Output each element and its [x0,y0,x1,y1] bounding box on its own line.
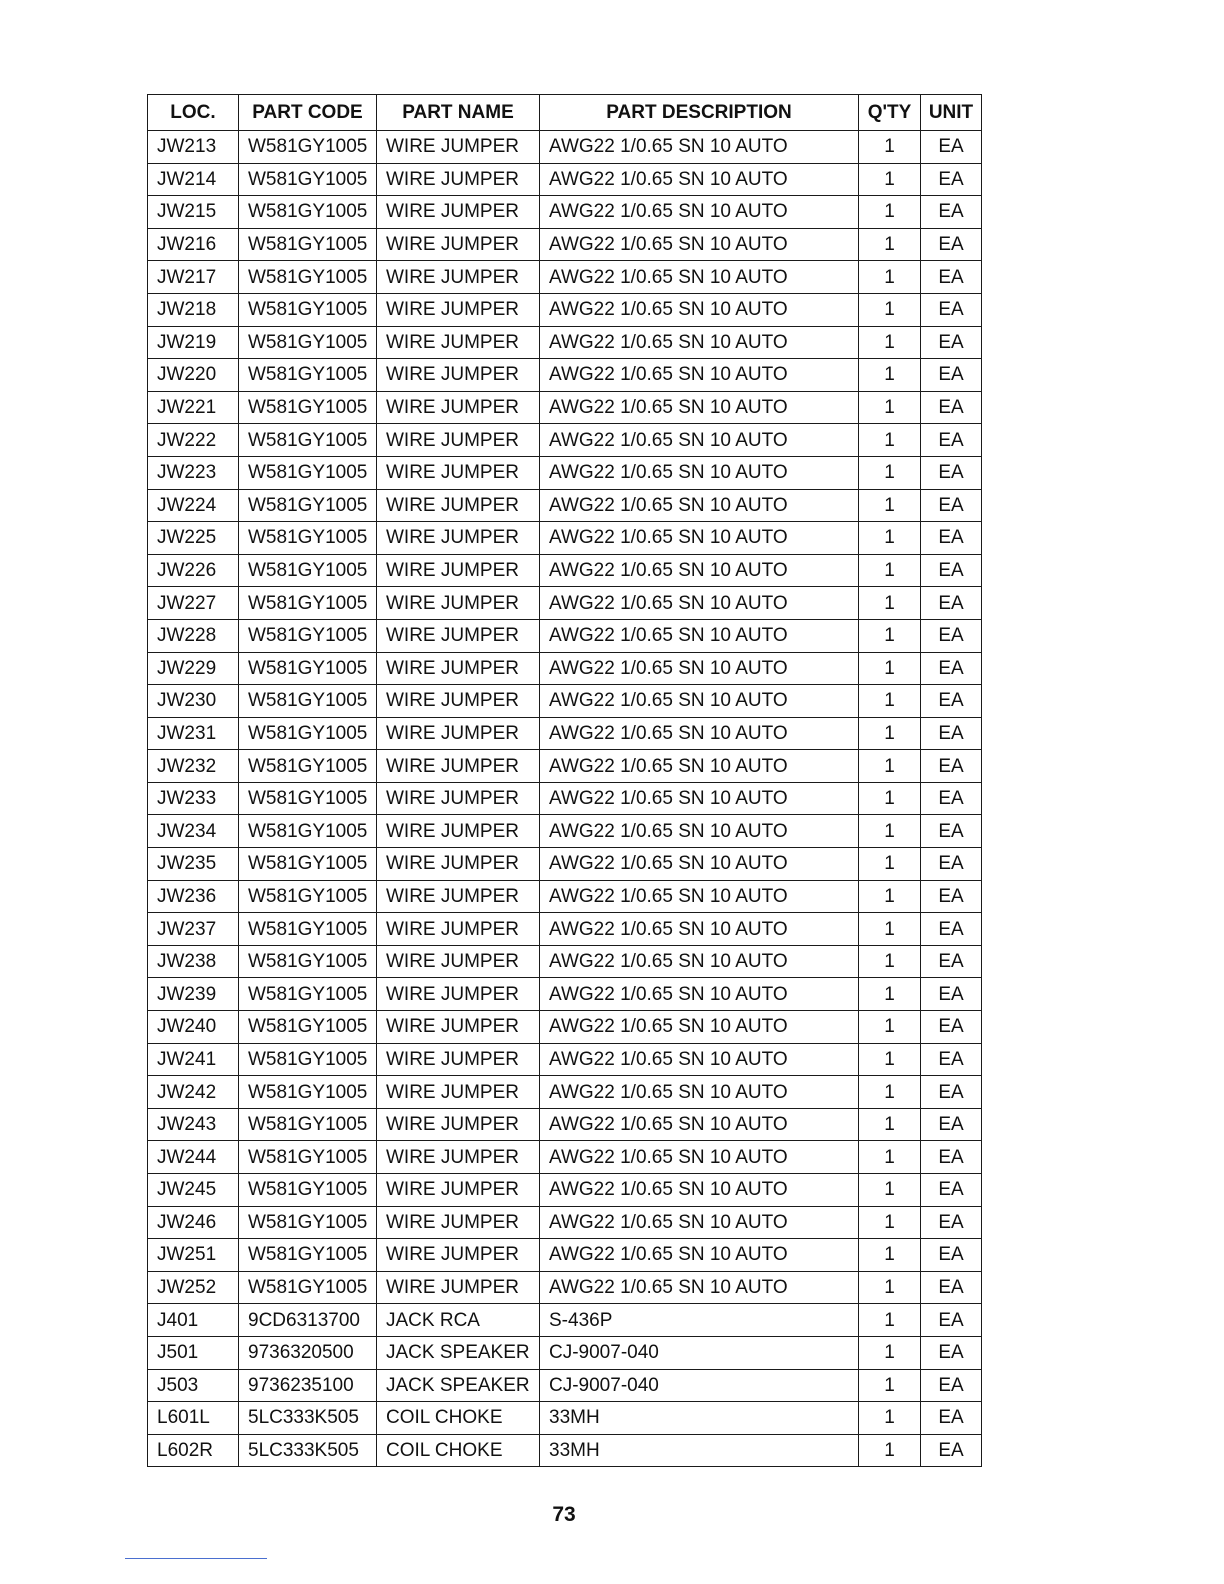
cell-part-name: WIRE JUMPER [377,717,540,750]
cell-unit: EA [921,1239,982,1272]
table-row [148,1239,982,1272]
cell-loc: JW240 [148,1011,239,1044]
cell-loc: J503 [148,1369,239,1402]
cell-part-name: WIRE JUMPER [377,261,540,294]
cell-unit: EA [921,880,982,913]
table-row [148,750,982,783]
cell-part-code: W581GY1005 [239,489,377,522]
cell-unit: EA [921,359,982,392]
table-row [148,685,982,718]
cell-qty: 1 [859,848,921,881]
cell-part-code: W581GY1005 [239,391,377,424]
table-row [148,554,982,587]
cell-part-name: WIRE JUMPER [377,456,540,489]
cell-part-code: W581GY1005 [239,619,377,652]
cell-part-name: WIRE JUMPER [377,326,540,359]
cell-part-code: 9736320500 [239,1336,377,1369]
cell-unit: EA [921,717,982,750]
cell-part-code: W581GY1005 [239,293,377,326]
cell-unit: EA [921,1011,982,1044]
cell-part-code: 5LC333K505 [239,1402,377,1435]
cell-qty: 1 [859,1011,921,1044]
cell-part-code: W581GY1005 [239,326,377,359]
table-row [148,1076,982,1109]
cell-qty: 1 [859,359,921,392]
cell-unit: EA [921,652,982,685]
cell-part-name: WIRE JUMPER [377,652,540,685]
cell-part-description: S-436P [540,1304,859,1337]
cell-qty: 1 [859,261,921,294]
cell-unit: EA [921,945,982,978]
cell-unit: EA [921,750,982,783]
cell-part-description: AWG22 1/0.65 SN 10 AUTO [540,913,859,946]
cell-qty: 1 [859,782,921,815]
cell-unit: EA [921,685,982,718]
cell-loc: JW235 [148,848,239,881]
cell-loc: JW244 [148,1141,239,1174]
cell-unit: EA [921,1434,982,1467]
table-row [148,1108,982,1141]
cell-part-description: AWG22 1/0.65 SN 10 AUTO [540,978,859,1011]
cell-loc: JW216 [148,228,239,261]
cell-part-code: W581GY1005 [239,685,377,718]
cell-part-name: WIRE JUMPER [377,782,540,815]
cell-qty: 1 [859,228,921,261]
cell-part-description: AWG22 1/0.65 SN 10 AUTO [540,554,859,587]
cell-loc: J401 [148,1304,239,1337]
cell-part-name: WIRE JUMPER [377,685,540,718]
cell-qty: 1 [859,978,921,1011]
cell-part-name: WIRE JUMPER [377,131,540,164]
cell-part-description: AWG22 1/0.65 SN 10 AUTO [540,815,859,848]
cell-part-description: AWG22 1/0.65 SN 10 AUTO [540,196,859,229]
cell-part-description: AWG22 1/0.65 SN 10 AUTO [540,652,859,685]
parts-list-table [147,94,982,1467]
header-unit: UNIT [921,95,982,131]
cell-part-name: COIL CHOKE [377,1434,540,1467]
cell-part-code: W581GY1005 [239,1108,377,1141]
cell-part-name: WIRE JUMPER [377,815,540,848]
table-row [148,261,982,294]
cell-qty: 1 [859,652,921,685]
cell-qty: 1 [859,750,921,783]
header-part-code: PART CODE [239,95,377,131]
table-row [148,1434,982,1467]
cell-loc: JW222 [148,424,239,457]
table-row [148,228,982,261]
cell-unit: EA [921,1043,982,1076]
cell-qty: 1 [859,913,921,946]
table-row [148,1141,982,1174]
cell-unit: EA [921,424,982,457]
cell-loc: JW232 [148,750,239,783]
cell-qty: 1 [859,489,921,522]
table-body [148,131,982,1467]
cell-part-code: W581GY1005 [239,1043,377,1076]
cell-unit: EA [921,1336,982,1369]
cell-part-name: WIRE JUMPER [377,1174,540,1207]
cell-part-description: AWG22 1/0.65 SN 10 AUTO [540,619,859,652]
table-row [148,782,982,815]
cell-part-name: JACK SPEAKER [377,1336,540,1369]
cell-qty: 1 [859,1174,921,1207]
table-row [148,391,982,424]
cell-loc: JW241 [148,1043,239,1076]
cell-loc: JW234 [148,815,239,848]
cell-loc: JW233 [148,782,239,815]
table-row [148,326,982,359]
cell-part-code: W581GY1005 [239,815,377,848]
cell-part-code: W581GY1005 [239,1141,377,1174]
cell-part-name: WIRE JUMPER [377,163,540,196]
cell-part-description: AWG22 1/0.65 SN 10 AUTO [540,782,859,815]
cell-loc: JW223 [148,456,239,489]
cell-loc: JW245 [148,1174,239,1207]
cell-part-code: W581GY1005 [239,1011,377,1044]
cell-part-name: WIRE JUMPER [377,945,540,978]
cell-unit: EA [921,1108,982,1141]
cell-unit: EA [921,1141,982,1174]
cell-part-name: WIRE JUMPER [377,1141,540,1174]
cell-part-name: WIRE JUMPER [377,978,540,1011]
table-row [148,978,982,1011]
cell-qty: 1 [859,293,921,326]
cell-part-description: AWG22 1/0.65 SN 10 AUTO [540,522,859,555]
cell-part-code: 5LC333K505 [239,1434,377,1467]
cell-part-name: WIRE JUMPER [377,750,540,783]
cell-loc: JW215 [148,196,239,229]
cell-unit: EA [921,815,982,848]
cell-part-code: W581GY1005 [239,880,377,913]
cell-part-description: AWG22 1/0.65 SN 10 AUTO [540,456,859,489]
table-row [148,913,982,946]
cell-part-description: 33MH [540,1402,859,1435]
cell-qty: 1 [859,587,921,620]
cell-unit: EA [921,163,982,196]
cell-unit: EA [921,848,982,881]
cell-qty: 1 [859,1434,921,1467]
cell-part-code: W581GY1005 [239,717,377,750]
cell-part-code: W581GY1005 [239,1076,377,1109]
cell-unit: EA [921,978,982,1011]
cell-part-name: WIRE JUMPER [377,554,540,587]
cell-part-description: AWG22 1/0.65 SN 10 AUTO [540,359,859,392]
cell-part-code: W581GY1005 [239,782,377,815]
cell-part-name: WIRE JUMPER [377,228,540,261]
table-row [148,848,982,881]
cell-qty: 1 [859,391,921,424]
cell-qty: 1 [859,1239,921,1272]
cell-unit: EA [921,522,982,555]
cell-part-description: AWG22 1/0.65 SN 10 AUTO [540,293,859,326]
cell-unit: EA [921,913,982,946]
cell-part-name: WIRE JUMPER [377,1076,540,1109]
cell-part-name: WIRE JUMPER [377,1108,540,1141]
cell-part-code: W581GY1005 [239,913,377,946]
cell-qty: 1 [859,1369,921,1402]
header-qty: Q'TY [859,95,921,131]
cell-unit: EA [921,1076,982,1109]
table-row [148,1304,982,1337]
cell-part-code: W581GY1005 [239,131,377,164]
cell-part-code: W581GY1005 [239,196,377,229]
cell-qty: 1 [859,717,921,750]
table-row [148,1206,982,1239]
cell-part-code: W581GY1005 [239,261,377,294]
cell-loc: JW225 [148,522,239,555]
table-row [148,652,982,685]
cell-loc: JW252 [148,1271,239,1304]
cell-loc: JW226 [148,554,239,587]
cell-loc: JW246 [148,1206,239,1239]
table-row [148,1402,982,1435]
cell-part-name: WIRE JUMPER [377,489,540,522]
cell-loc: JW231 [148,717,239,750]
cell-loc: L602R [148,1434,239,1467]
table-row [148,163,982,196]
cell-part-name: WIRE JUMPER [377,913,540,946]
cell-unit: EA [921,391,982,424]
cell-loc: JW239 [148,978,239,1011]
table-row [148,489,982,522]
header-part-name: PART NAME [377,95,540,131]
cell-part-name: WIRE JUMPER [377,1239,540,1272]
cell-part-code: W581GY1005 [239,359,377,392]
table-row [148,1271,982,1304]
cell-unit: EA [921,1271,982,1304]
cell-part-name: JACK RCA [377,1304,540,1337]
table-row [148,1174,982,1207]
cell-loc: JW224 [148,489,239,522]
cell-qty: 1 [859,685,921,718]
table-row [148,359,982,392]
header-part-description: PART DESCRIPTION [540,95,859,131]
cell-part-description: AWG22 1/0.65 SN 10 AUTO [540,750,859,783]
cell-part-code: W581GY1005 [239,652,377,685]
cell-qty: 1 [859,1271,921,1304]
page-number: 73 [552,1503,576,1526]
cell-loc: JW228 [148,619,239,652]
table-row [148,293,982,326]
cell-part-description: CJ-9007-040 [540,1369,859,1402]
cell-part-name: WIRE JUMPER [377,619,540,652]
cell-unit: EA [921,587,982,620]
table-row [148,619,982,652]
cell-part-name: WIRE JUMPER [377,424,540,457]
cell-loc: JW218 [148,293,239,326]
cell-part-description: AWG22 1/0.65 SN 10 AUTO [540,326,859,359]
table-row [148,1369,982,1402]
cell-qty: 1 [859,815,921,848]
header-loc: LOC. [148,95,239,131]
cell-part-name: WIRE JUMPER [377,196,540,229]
cell-qty: 1 [859,1206,921,1239]
cell-unit: EA [921,1206,982,1239]
cell-unit: EA [921,456,982,489]
cell-qty: 1 [859,1108,921,1141]
cell-loc: JW236 [148,880,239,913]
cell-part-description: AWG22 1/0.65 SN 10 AUTO [540,1043,859,1076]
table-row [148,131,982,164]
cell-qty: 1 [859,456,921,489]
cell-part-name: JACK SPEAKER [377,1369,540,1402]
cell-part-code: W581GY1005 [239,456,377,489]
cell-loc: J501 [148,1336,239,1369]
cell-part-code: W581GY1005 [239,1174,377,1207]
cell-loc: JW220 [148,359,239,392]
cell-part-code: W581GY1005 [239,848,377,881]
cell-unit: EA [921,1369,982,1402]
cell-part-code: W581GY1005 [239,554,377,587]
cell-part-code: W581GY1005 [239,587,377,620]
cell-unit: EA [921,1402,982,1435]
cell-qty: 1 [859,554,921,587]
cell-part-description: AWG22 1/0.65 SN 10 AUTO [540,587,859,620]
cell-unit: EA [921,261,982,294]
cell-loc: L601L [148,1402,239,1435]
cell-part-code: 9736235100 [239,1369,377,1402]
cell-part-description: AWG22 1/0.65 SN 10 AUTO [540,717,859,750]
table-row [148,587,982,620]
cell-qty: 1 [859,163,921,196]
cell-qty: 1 [859,1336,921,1369]
cell-part-code: W581GY1005 [239,163,377,196]
cell-unit: EA [921,489,982,522]
cell-loc: JW219 [148,326,239,359]
cell-part-name: WIRE JUMPER [377,880,540,913]
cell-part-description: AWG22 1/0.65 SN 10 AUTO [540,1271,859,1304]
cell-unit: EA [921,782,982,815]
cell-qty: 1 [859,1076,921,1109]
cell-unit: EA [921,554,982,587]
cell-part-code: W581GY1005 [239,978,377,1011]
cell-loc: JW237 [148,913,239,946]
cell-qty: 1 [859,1304,921,1337]
cell-qty: 1 [859,1402,921,1435]
cell-part-description: AWG22 1/0.65 SN 10 AUTO [540,131,859,164]
cell-part-code: W581GY1005 [239,522,377,555]
cell-part-description: AWG22 1/0.65 SN 10 AUTO [540,1108,859,1141]
cell-part-description: AWG22 1/0.65 SN 10 AUTO [540,1174,859,1207]
table-row [148,815,982,848]
table-row [148,717,982,750]
cell-part-description: AWG22 1/0.65 SN 10 AUTO [540,163,859,196]
cell-unit: EA [921,619,982,652]
cell-unit: EA [921,196,982,229]
cell-part-description: AWG22 1/0.65 SN 10 AUTO [540,945,859,978]
cell-part-description: AWG22 1/0.65 SN 10 AUTO [540,424,859,457]
cell-part-description: AWG22 1/0.65 SN 10 AUTO [540,1141,859,1174]
cell-unit: EA [921,293,982,326]
cell-qty: 1 [859,945,921,978]
cell-part-description: 33MH [540,1434,859,1467]
cell-part-code: 9CD6313700 [239,1304,377,1337]
table-row [148,945,982,978]
cell-part-name: WIRE JUMPER [377,1043,540,1076]
cell-part-code: W581GY1005 [239,1271,377,1304]
cell-part-name: WIRE JUMPER [377,1206,540,1239]
table-row [148,424,982,457]
cell-loc: JW238 [148,945,239,978]
cell-qty: 1 [859,619,921,652]
cell-part-code: W581GY1005 [239,1206,377,1239]
cell-part-code: W581GY1005 [239,228,377,261]
cell-part-description: AWG22 1/0.65 SN 10 AUTO [540,228,859,261]
cell-qty: 1 [859,880,921,913]
cell-loc: JW217 [148,261,239,294]
cell-part-name: COIL CHOKE [377,1402,540,1435]
cell-part-code: W581GY1005 [239,750,377,783]
cell-part-description: CJ-9007-040 [540,1336,859,1369]
table-row [148,196,982,229]
cell-qty: 1 [859,131,921,164]
cell-part-description: AWG22 1/0.65 SN 10 AUTO [540,391,859,424]
cell-part-name: WIRE JUMPER [377,391,540,424]
cell-part-description: AWG22 1/0.65 SN 10 AUTO [540,685,859,718]
footer-rule [125,1558,267,1559]
cell-loc: JW242 [148,1076,239,1109]
cell-part-name: WIRE JUMPER [377,1271,540,1304]
cell-loc: JW214 [148,163,239,196]
table-header-row [148,95,982,131]
cell-qty: 1 [859,1141,921,1174]
cell-loc: JW227 [148,587,239,620]
cell-part-description: AWG22 1/0.65 SN 10 AUTO [540,880,859,913]
cell-loc: JW213 [148,131,239,164]
table-row [148,880,982,913]
cell-part-name: WIRE JUMPER [377,1011,540,1044]
cell-part-description: AWG22 1/0.65 SN 10 AUTO [540,1206,859,1239]
cell-part-name: WIRE JUMPER [377,359,540,392]
cell-qty: 1 [859,326,921,359]
cell-qty: 1 [859,196,921,229]
table-row [148,1336,982,1369]
cell-part-name: WIRE JUMPER [377,587,540,620]
cell-qty: 1 [859,522,921,555]
cell-unit: EA [921,228,982,261]
cell-loc: JW230 [148,685,239,718]
table-row [148,456,982,489]
cell-unit: EA [921,326,982,359]
cell-qty: 1 [859,424,921,457]
cell-part-name: WIRE JUMPER [377,293,540,326]
cell-part-code: W581GY1005 [239,1239,377,1272]
cell-part-name: WIRE JUMPER [377,522,540,555]
cell-unit: EA [921,1174,982,1207]
cell-part-description: AWG22 1/0.65 SN 10 AUTO [540,1011,859,1044]
table-row [148,1011,982,1044]
cell-loc: JW221 [148,391,239,424]
cell-loc: JW229 [148,652,239,685]
cell-part-name: WIRE JUMPER [377,848,540,881]
cell-part-description: AWG22 1/0.65 SN 10 AUTO [540,1076,859,1109]
cell-loc: JW251 [148,1239,239,1272]
cell-part-description: AWG22 1/0.65 SN 10 AUTO [540,261,859,294]
cell-part-description: AWG22 1/0.65 SN 10 AUTO [540,489,859,522]
cell-unit: EA [921,131,982,164]
cell-part-description: AWG22 1/0.65 SN 10 AUTO [540,1239,859,1272]
cell-part-code: W581GY1005 [239,424,377,457]
cell-qty: 1 [859,1043,921,1076]
cell-loc: JW243 [148,1108,239,1141]
cell-part-description: AWG22 1/0.65 SN 10 AUTO [540,848,859,881]
table-row [148,1043,982,1076]
cell-part-code: W581GY1005 [239,945,377,978]
table-row [148,522,982,555]
cell-unit: EA [921,1304,982,1337]
